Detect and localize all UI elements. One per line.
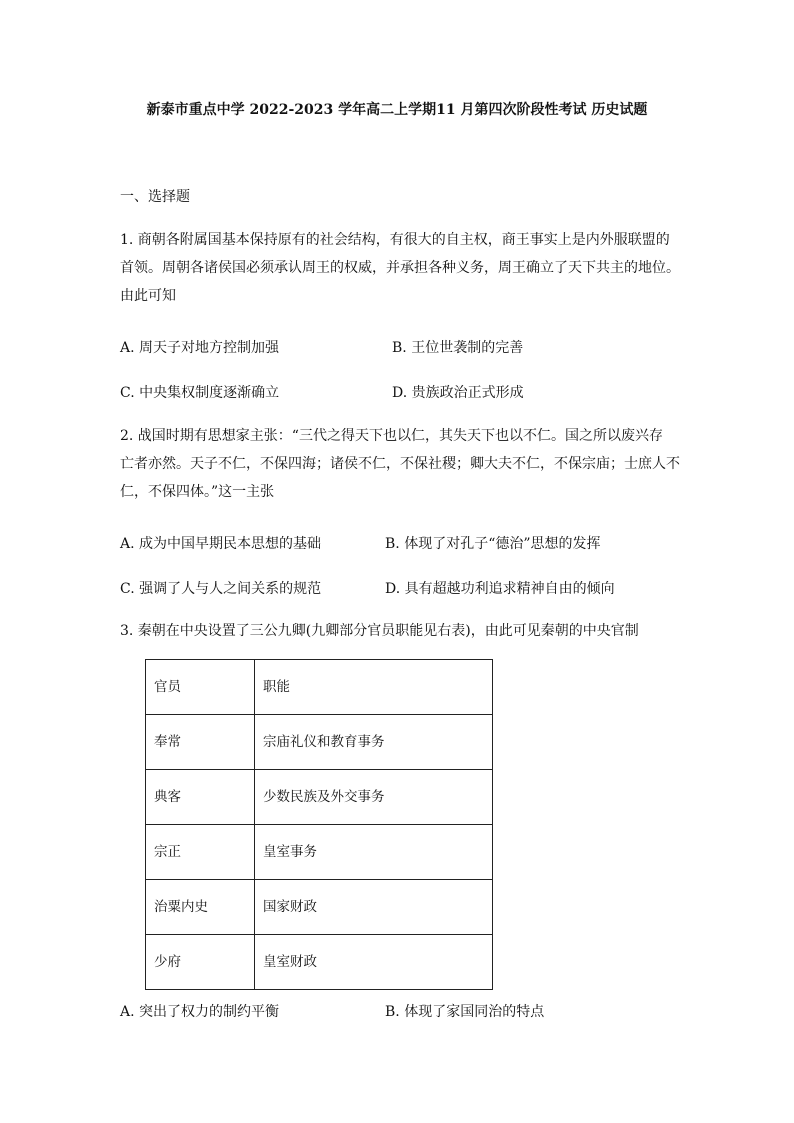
table-row <box>146 770 493 825</box>
question-3-line-1: 3. 秦朝在中央设置了三公九卿(九卿部分官员职能见右表)，由此可见秦朝的中央官制 <box>120 623 639 639</box>
table-cell-official: 奉常 <box>146 715 255 770</box>
table-cell-official: 典客 <box>146 770 255 825</box>
table-cell-official: 少府 <box>146 935 255 990</box>
question-1-line-3: 由此可知 <box>120 288 176 304</box>
table-cell-official: 宗正 <box>146 825 255 880</box>
question-3 <box>120 617 680 645</box>
question-2-line-2: 亡者亦然。天子不仁，不保四海；诸侯不仁，不保社稷；卿大夫不仁，不保宗庙；士庶人不 <box>120 456 680 472</box>
question-1-option-c[interactable]: C. 中央集权制度逐渐确立 <box>120 385 280 401</box>
question-1-option-b[interactable]: B. 王位世袭制的完善 <box>392 340 524 356</box>
table-header-function: 职能 <box>255 660 493 715</box>
question-1-option-a[interactable]: A. 周天子对地方控制加强 <box>120 340 280 356</box>
exam-title: 新泰市重点中学 2022-2023 学年高二上学期11 月第四次阶段性考试 历史试题 <box>146 102 648 118</box>
table-cell-function: 宗庙礼仪和教育事务 <box>255 715 493 770</box>
table-cell-function: 皇室事务 <box>255 825 493 880</box>
section-heading: 一、选择题 <box>120 189 190 205</box>
table-cell-function: 少数民族及外交事务 <box>255 770 493 825</box>
table-cell-function: 国家财政 <box>255 880 493 935</box>
question-3-option-b[interactable]: B. 体现了家国同治的特点 <box>385 1004 545 1020</box>
question-1-line-1: 1. 商朝各附属国基本保持原有的社会结构，有很大的自主权，商王事实上是内外服联盟的 <box>120 232 670 248</box>
officials-table <box>145 659 493 990</box>
table-row <box>146 935 493 990</box>
question-1-option-d[interactable]: D. 贵族政治正式形成 <box>392 385 524 401</box>
table-row <box>146 715 493 770</box>
table-cell-function: 皇室财政 <box>255 935 493 990</box>
table-header-official: 官员 <box>146 660 255 715</box>
question-2-option-d[interactable]: D. 具有超越功利追求精神自由的倾向 <box>385 581 615 597</box>
question-2-option-a[interactable]: A. 成为中国早期民本思想的基础 <box>120 536 322 552</box>
table-row <box>146 825 493 880</box>
question-2-line-1: 2. 战国时期有思想家主张：“三代之得天下也以仁，其失天下也以不仁。国之所以废兴存 <box>120 428 663 444</box>
question-1 <box>120 226 680 310</box>
question-2-option-b[interactable]: B. 体现了对孔子“德治”思想的发挥 <box>385 536 601 552</box>
table-row <box>146 660 493 715</box>
question-1-line-2: 首领。周朝各诸侯国必须承认周王的权威，并承担各种义务，周王确立了天下共主的地位。 <box>120 260 680 276</box>
question-2 <box>120 422 680 506</box>
table-row <box>146 880 493 935</box>
table-cell-official: 治粟内史 <box>146 880 255 935</box>
question-2-option-c[interactable]: C. 强调了人与人之间关系的规范 <box>120 581 322 597</box>
question-3-option-a[interactable]: A. 突出了权力的制约平衡 <box>120 1004 280 1020</box>
question-2-line-3: 仁，不保四体。”这一主张 <box>120 484 275 500</box>
